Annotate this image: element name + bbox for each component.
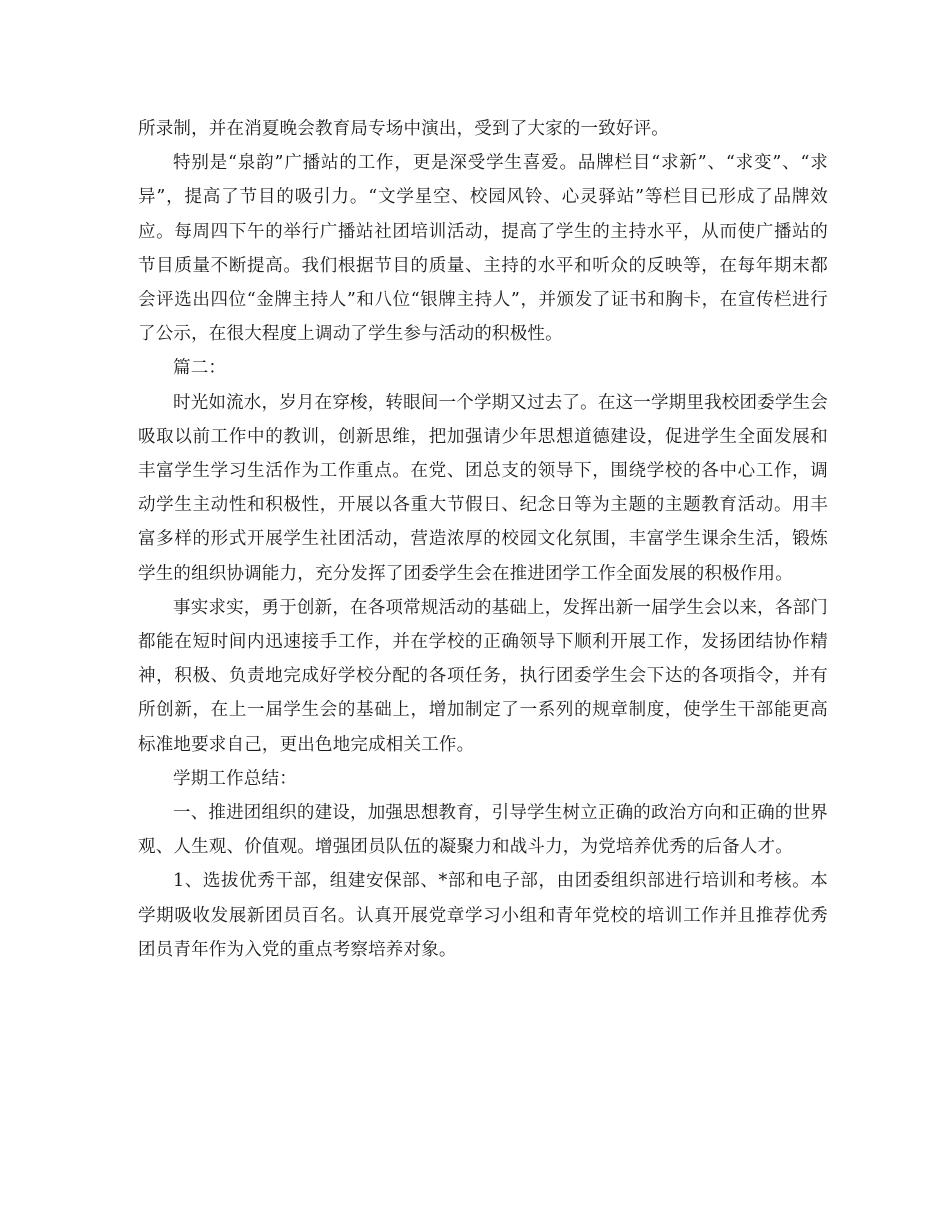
paragraph-6-heading: 学期工作总结：: [173, 768, 297, 789]
paragraph-8: 1、选拔优秀干部，组建安保部、*部和电子部，由团委组织部进行培训和考核。本学期吸收发展新团员百名。认真开展党章学习小组和青年党校的培训工作并且推荐优秀团员青年作为入党的重点考察培养对象。: [138, 871, 828, 960]
paragraph-2: 特别是“泉韵”广播站的工作，更是深受学生喜爱。品牌栏目“求新”、“求变”、“求异”，提高了节目的吸引力。“文学星空、校园风铃、心灵驿站”等栏目已形成了品牌效应。每周四下午的举行广播站社团培训活动，提高了学生的主持水平，从而使广播站的节目质量不断提高。我们根据节目的质量、主持的水平和听众的反映等，在每年期末都会评选出四位“金牌主持人”和八位“银牌主持人”，并颁发了证书和胸卡，在宣传栏进行了公示，在很大程度上调动了学生参与活动的积极性。: [138, 153, 828, 345]
paragraph-3-heading: 篇二：: [173, 358, 227, 379]
document-body: [138, 112, 828, 967]
paragraph-1: 所录制，并在消夏晚会教育局专场中演出，受到了大家的一致好评。: [138, 119, 669, 139]
paragraph-7: 一、推进团组织的建设，加强思想教育，引导学生树立正确的政治方向和正确的世界观、人生观、价值观。增强团员队伍的凝聚力和战斗力，为党培养优秀的后备人才。: [138, 803, 828, 858]
paragraph-5: 事实求实，勇于创新，在各项常规活动的基础上，发挥出新一届学生会以来，各部门都能在短时间内迅速接手工作，并在学校的正确领导下顺利开展工作，发扬团结协作精神，积极、负责地完成好学校分配的各项任务，执行团委学生会下达的各项指令，并有所创新，在上一届学生会的基础上，增加制定了一系列的规章制度，使学生干部能更高标准地要求自己，更出色地完成相关工作。: [138, 597, 828, 755]
paragraph-4: 时光如流水，岁月在穿梭，转眼间一个学期又过去了。在这一学期里我校团委学生会吸取以前工作中的教训，创新思维，把加强请少年思想道德建设，促进学生全面发展和丰富学生学习生活作为工作重点。在党、团总支的领导下，围绕学校的各中心工作，调动学生主动性和积极性，开展以各重大节假日、纪念日等为主题的主题教育活动。用丰富多样的形式开展学生社团活动，营造浓厚的校园文化氛围，丰富学生课余生活，锻炼学生的组织协调能力，充分发挥了团委学生会在推进团学工作全面发展的积极作用。: [138, 392, 828, 584]
